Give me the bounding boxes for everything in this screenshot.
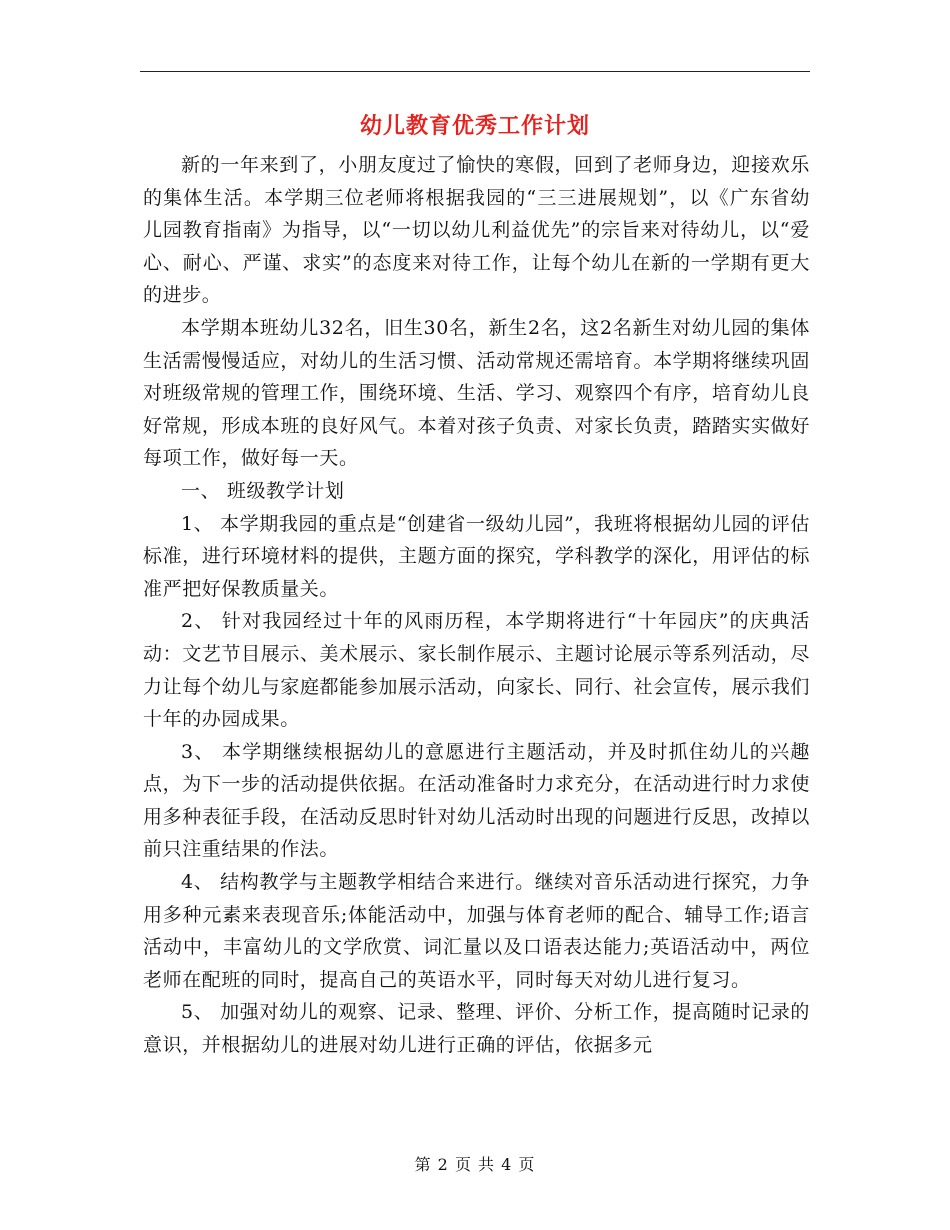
list-item-4: 4、 结构教学与主题教学相结合来进行。继续对音乐活动进行探究，力争用多种元素来表现音乐;体能活动中，加强与体育老师的配合、辅导工作;语言活动中，丰富幼儿的文学欣赏、词汇量以及口语表达能力;英语活动中，两位老师在配班的同时，提高自己的英语水平，同时每天对幼儿进行复习。 (143, 871, 810, 991)
paragraph-class-info: 本学期本班幼儿32名，旧生30名，新生2名，这2名新生对幼儿园的集体生活需慢慢适应，对幼儿的生活习惯、活动常规还需培育。本学期将继续巩固对班级常规的管理工作，围绕环境、生活、学习、观察四个有序，培育幼儿良好常规，形成本班的良好风气。本着对孩子负责、对家长负责，踏踏实实做好每项工作，做好每一天。 (143, 316, 810, 470)
header-rule (140, 71, 810, 72)
list-item-2: 2、 针对我园经过十年的风雨历程，本学期将进行“十年园庆”的庆典活动：文艺节目展示、美术展示、家长制作展示、主题讨论展示等系列活动，尽力让每个幼儿与家庭都能参加展示活动，向家长、同行、社会宣传，展示我们十年的办园成果。 (143, 610, 810, 731)
list-item-1: 1、 本学期我园的重点是“创建省一级幼儿园”，我班将根据幼儿园的评估标准，进行环境材料的提供，主题方面的探究，学科教学的深化，用评估的标准严把好保教质量关。 (143, 512, 810, 600)
page-footer: 第 2 页 共 4 页 (414, 1155, 536, 1174)
paragraph-intro: 新的一年来到了，小朋友度过了愉快的寒假，回到了老师身边，迎接欢乐的集体生活。本学期三位老师将根据我园的“三三进展规划”，以《广东省幼儿园教育指南》为指导，以“一切以幼儿利益优先”的宗旨来对待幼儿，以“爱心、耐心、严谨、求实”的态度来对待工作，让每个幼儿在新的一学期有更大的进步。 (143, 154, 810, 307)
list-item-3: 3、 本学期继续根据幼儿的意愿进行主题活动，并及时抓住幼儿的兴趣点，为下一步的活动提供依据。在活动准备时力求充分，在活动进行时力求使用多种表征手段，在活动反思时针对幼儿活动时出现的问题进行反思，改掉以前只注重结果的作法。 (143, 740, 810, 861)
section-heading-teaching-plan: 一、 班级教学计划 (181, 479, 345, 502)
list-item-5: 5、 加强对幼儿的观察、记录、整理、评价、分析工作，提高随时记录的意识，并根据幼儿的进展对幼儿进行正确的评估，依据多元 (143, 1001, 810, 1057)
document-title: 幼儿教育优秀工作计划 (359, 113, 590, 139)
document-body (143, 149, 810, 1062)
